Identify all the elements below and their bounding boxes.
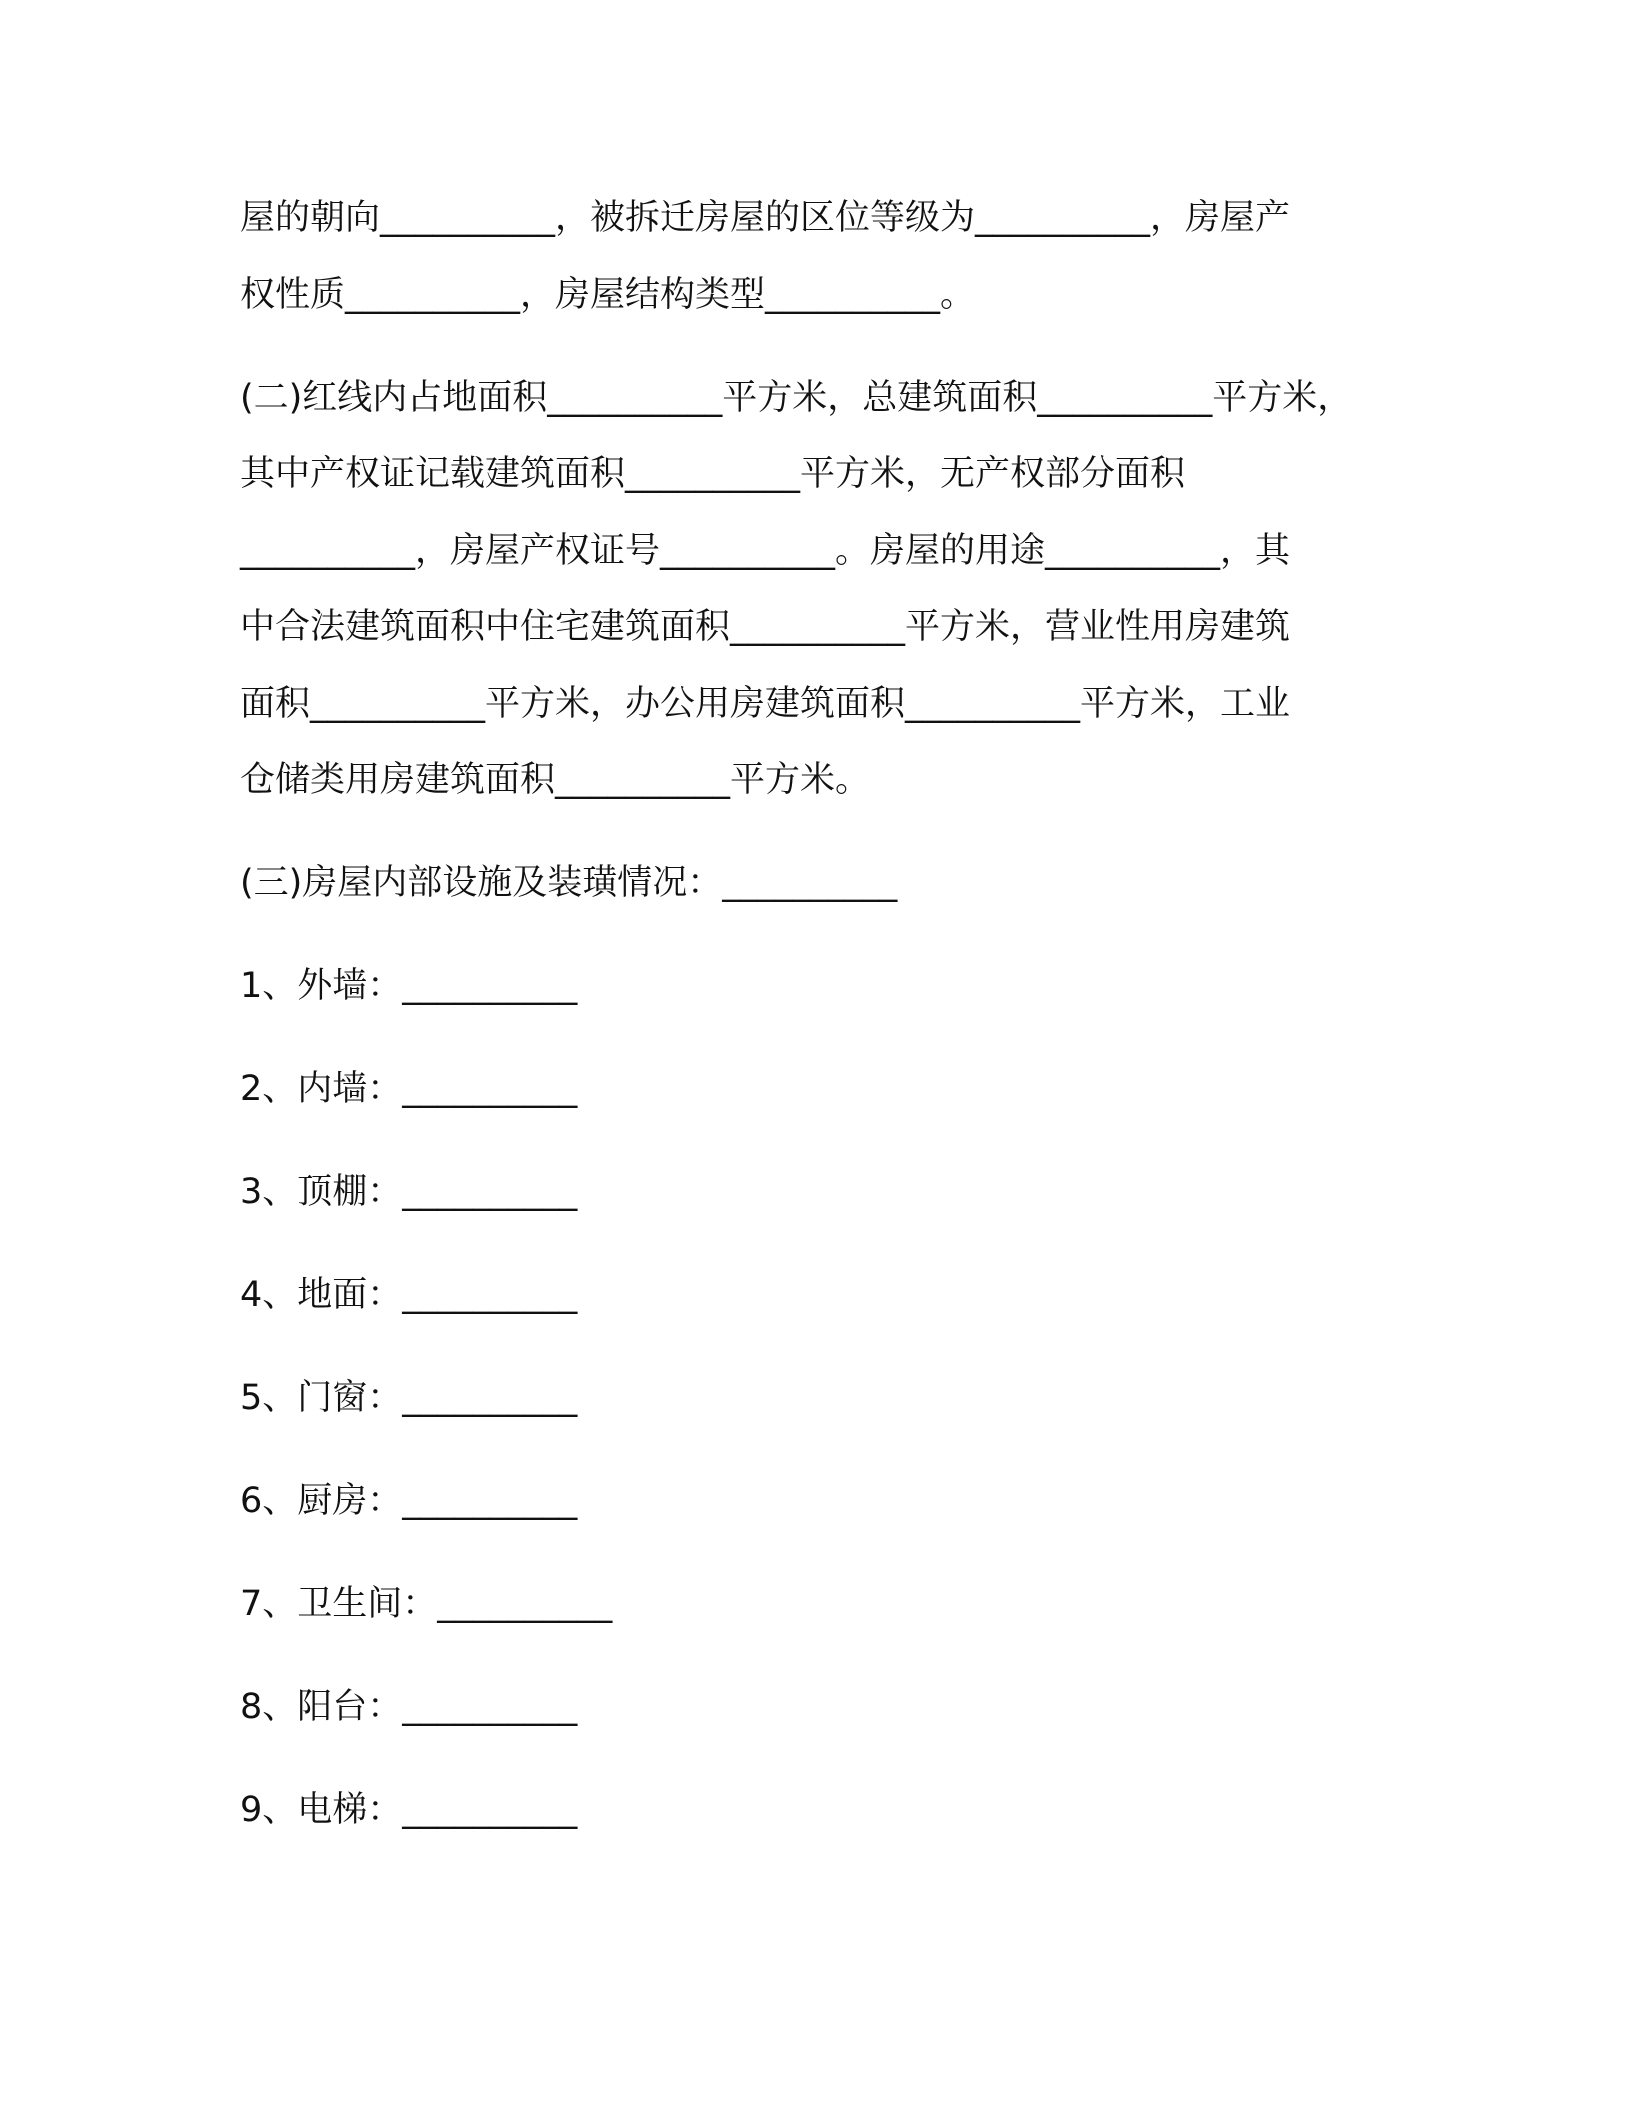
paragraph-1-line-2: 权性质__________，房屋结构类型__________。 (240, 275, 976, 315)
paragraph-2-line-6: 仓储类用房建筑面积__________平方米。 (240, 760, 871, 800)
list-item: 9、电梯：__________ (240, 1790, 578, 1830)
paragraph-2-line-1: (二)红线内占地面积__________平方米，总建筑面积__________平方米， (240, 378, 1353, 418)
paragraph-1-line-1: 屋的朝向__________，被拆迁房屋的区位等级为__________，房屋产 (240, 198, 1291, 238)
list-item: 3、顶棚：__________ (240, 1172, 578, 1212)
paragraph-2-line-5: 面积__________平方米，办公用房建筑面积__________平方米，工业 (240, 684, 1291, 724)
paragraph-2-line-2: 其中产权证记载建筑面积__________平方米，无产权部分面积 (240, 454, 1186, 494)
list-item: 7、卫生间：__________ (240, 1584, 613, 1624)
list-item: 1、外墙：__________ (240, 966, 578, 1006)
list-item: 6、厨房：__________ (240, 1481, 578, 1521)
paragraph-2-line-3: __________，房屋产权证号__________。房屋的用途__________，其 (240, 531, 1291, 571)
paragraph-2-line-4: 中合法建筑面积中住宅建筑面积__________平方米，营业性用房建筑 (240, 607, 1291, 647)
list-item: 5、门窗：__________ (240, 1378, 578, 1418)
list-item: 4、地面：__________ (240, 1275, 578, 1315)
section-3-heading: (三)房屋内部设施及装璜情况：__________ (240, 863, 898, 903)
list-item: 8、阳台：__________ (240, 1687, 578, 1727)
list-item: 2、内墙：__________ (240, 1069, 578, 1109)
